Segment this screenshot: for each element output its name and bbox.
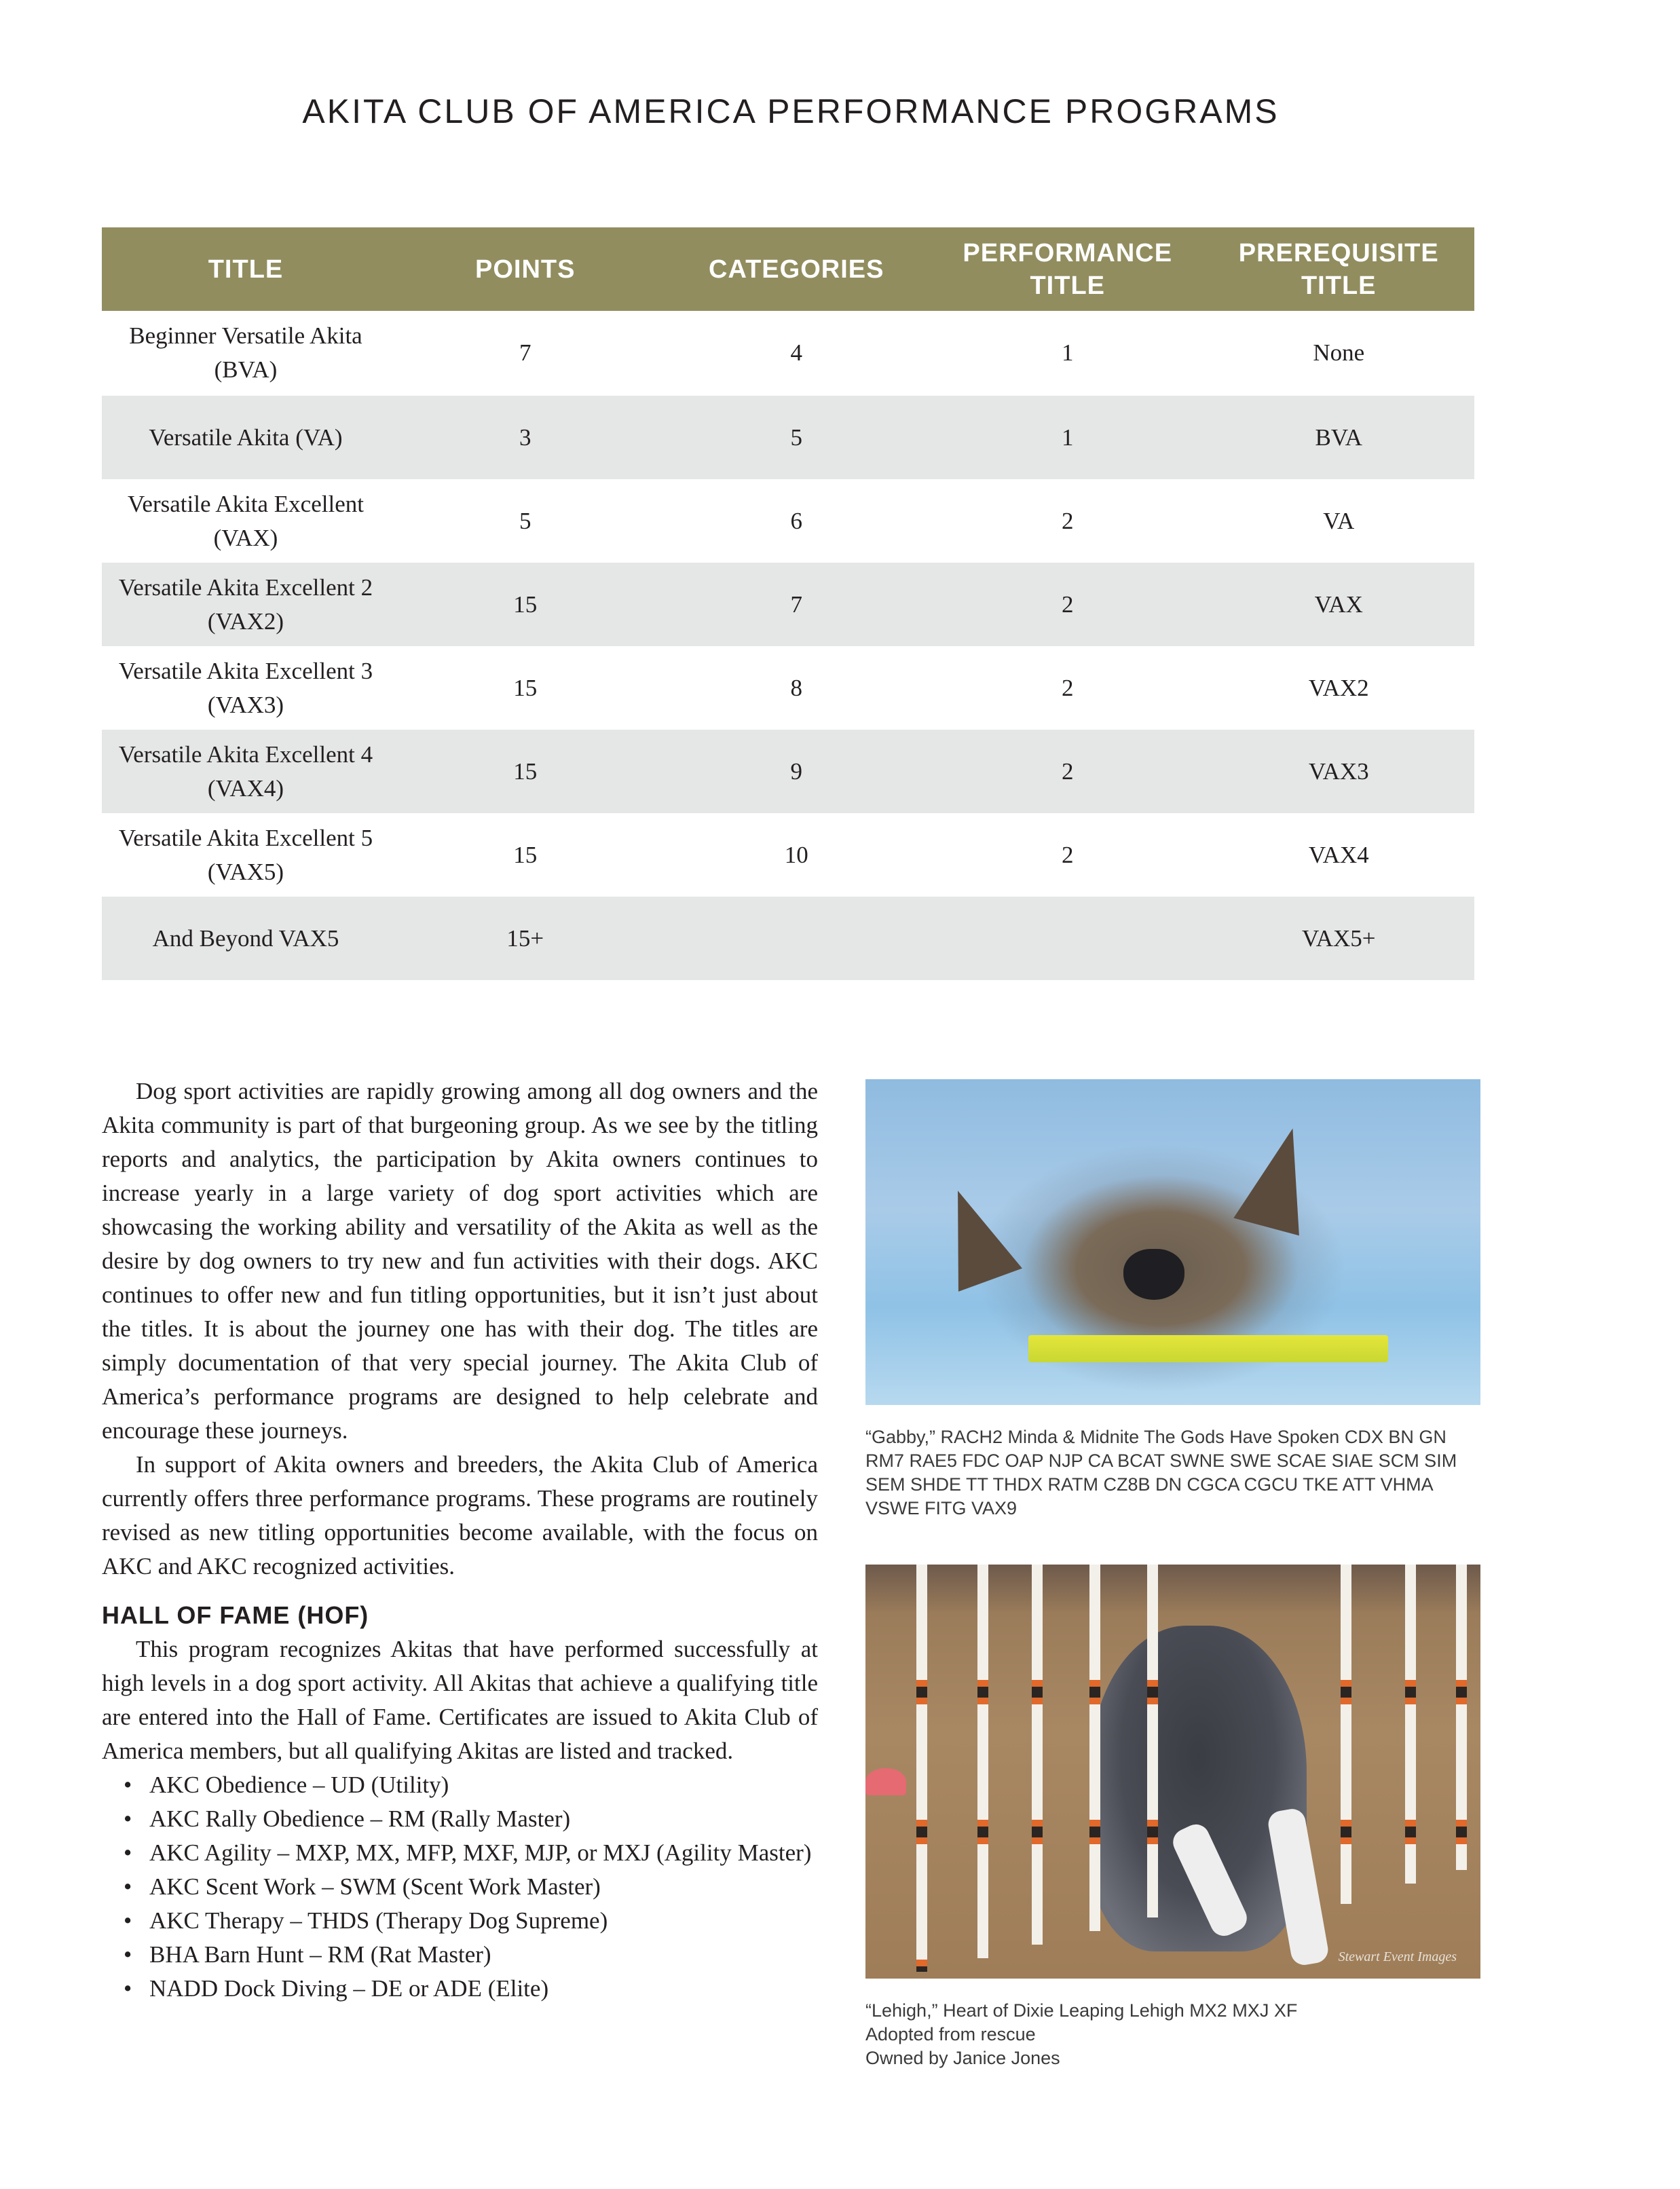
list-item xyxy=(124,1802,818,1836)
cell-prerequisite-title: None xyxy=(1313,339,1365,366)
cell-categories: 5 xyxy=(661,395,933,479)
list-item-text: BHA Barn Hunt – RM (Rat Master) xyxy=(149,1941,491,1968)
list-item-text: AKC Obedience – UD (Utility) xyxy=(149,1772,449,1798)
column-header-prerequisite-title: PREREQUISITE TITLE xyxy=(1203,227,1475,311)
cell-title: Versatile Akita (VA) xyxy=(102,395,390,479)
cell-performance-title: 2 xyxy=(932,730,1203,813)
weave-pole-shape xyxy=(1341,1565,1351,1904)
caption-line: Adopted from rescue xyxy=(865,2024,1036,2044)
performance-programs-table xyxy=(102,227,1474,980)
cell-title: Versatile Akita Excellent 5 (VAX5) xyxy=(118,824,373,885)
list-item xyxy=(124,1904,818,1938)
list-item xyxy=(124,1836,818,1870)
cell-title: Versatile Akita Excellent 2 (VAX2) xyxy=(102,563,390,646)
page-title: AKITA CLUB OF AMERICA PERFORMANCE PROGRAMS xyxy=(302,92,1280,130)
dog-ear-left-shape xyxy=(926,1179,1022,1292)
cell-performance-title: 1 xyxy=(1062,339,1074,366)
list-item xyxy=(124,1938,818,1972)
cell-title: And Beyond VAX5 xyxy=(102,897,390,980)
table-row xyxy=(102,311,1474,395)
bullet-icon: • xyxy=(124,1772,132,1798)
weave-pole-shape xyxy=(1032,1565,1043,1945)
cell-title: Versatile Akita Excellent 4 (VAX4) xyxy=(102,730,390,813)
dog-ear-right-shape xyxy=(1233,1120,1325,1236)
weave-pole-shape xyxy=(916,1565,927,1972)
photo-caption-gabby xyxy=(865,1425,1480,1520)
cell-categories: 10 xyxy=(784,841,808,868)
table-row xyxy=(102,479,1474,563)
dog-nose-shape xyxy=(1123,1249,1184,1300)
cell-prerequisite-title: VAX2 xyxy=(1308,674,1369,701)
bullet-icon: • xyxy=(124,1839,132,1866)
table-row xyxy=(102,730,1474,813)
dog-body-shape xyxy=(1089,1626,1307,1951)
cell-points: 15 xyxy=(513,674,538,701)
cell-categories xyxy=(661,897,933,980)
cell-categories: 4 xyxy=(790,339,802,366)
intro-paragraph: Dog sport activities are rapidly growing among all dog owners and the Akita community is part of that burgeoning group. As we see by the titling reports and analytics, the participation by Akita owners continues to increase yearly in a large variety of dog sport activities which are showcasing the working ability and versatility of the Akita as well as the desire by dog owners to try new and fun activities with their dogs. AKC continues to offer new and fun titling opportunities, but it isn’t just about the titles. It is about the journey one has with their dog. The titles are simply documentation of that very special journey. The Akita Club of America’s performance programs are designed to help celebrate and encourage these journeys. xyxy=(102,1078,818,1444)
cell-points: 15 xyxy=(513,841,538,868)
list-item-text: AKC Rally Obedience – RM (Rally Master) xyxy=(149,1806,571,1832)
cell-prerequisite-title: VA xyxy=(1323,507,1355,534)
bullet-icon: • xyxy=(124,1806,132,1832)
list-item xyxy=(124,1870,818,1904)
table-row xyxy=(102,563,1474,646)
table-row xyxy=(102,646,1474,730)
weave-pole-shape xyxy=(1147,1565,1158,1917)
table-row xyxy=(102,395,1474,479)
cell-performance-title: 2 xyxy=(1062,674,1074,701)
list-item-text: AKC Therapy – THDS (Therapy Dog Supreme) xyxy=(149,1907,608,1934)
cell-performance-title: 1 xyxy=(932,395,1203,479)
weave-pole-shape xyxy=(1405,1565,1416,1884)
agility-cone-shape xyxy=(865,1768,906,1795)
caption-line: Owned by Janice Jones xyxy=(865,2048,1060,2068)
list-item xyxy=(124,1768,818,1802)
column-header-categories: CATEGORIES xyxy=(661,227,933,311)
cell-points: 3 xyxy=(390,395,661,479)
list-item xyxy=(124,1972,818,2006)
cell-prerequisite-title: VAX3 xyxy=(1203,730,1475,813)
weave-pole-shape xyxy=(1456,1565,1467,1870)
cell-categories: 9 xyxy=(661,730,933,813)
weave-pole-shape xyxy=(977,1565,988,1958)
bullet-icon: • xyxy=(124,1975,132,2002)
cell-prerequisite-title: BVA xyxy=(1203,395,1475,479)
cell-points: 5 xyxy=(519,507,531,534)
photo-caption-lehigh xyxy=(865,1999,1480,2070)
caption-line: “Lehigh,” Heart of Dixie Leaping Lehigh MX2 MXJ XF xyxy=(865,2000,1298,2021)
column-header-performance-title: PERFORMANCE TITLE xyxy=(932,227,1203,311)
bullet-icon: • xyxy=(124,1941,132,1968)
cell-points: 7 xyxy=(519,339,531,366)
cell-performance-title: 2 xyxy=(1062,507,1074,534)
cell-title: Beginner Versatile Akita (BVA) xyxy=(129,322,362,383)
hof-paragraph: This program recognizes Akitas that have performed successfully at high levels in a dog sport activity. All Akitas that achieve a qualifying title are entered into the Hall of Fame. Certificates are issued to Akita Club of America members, but all qualifying Akitas are listed and tracked. xyxy=(102,1636,818,1764)
bullet-icon: • xyxy=(124,1873,132,1900)
weave-pole-shape xyxy=(1089,1565,1100,1931)
water-toy-shape xyxy=(1028,1335,1388,1362)
photo-watermark: Stewart Event Images xyxy=(1338,1949,1457,1964)
photo-akita-swimming xyxy=(865,1079,1480,1405)
column-header-title: TITLE xyxy=(102,227,390,311)
cell-prerequisite-title: VAX4 xyxy=(1308,841,1369,868)
cell-categories: 8 xyxy=(790,674,802,701)
caption-line: “Gabby,” RACH2 Minda & Midnite The Gods Have Spoken CDX BN GN RM7 RAE5 FDC OAP NJP CA BCAT SWNE SWE SCAE SIAE SCM SIM SEM SHDE TT THDX RATM CZ8B DN CGCA CGCU TKE ATT VHMA VSWE FITG VAX9 xyxy=(865,1427,1457,1518)
cell-categories: 7 xyxy=(661,563,933,646)
cell-categories: 6 xyxy=(790,507,802,534)
cell-performance-title: 2 xyxy=(932,563,1203,646)
cell-prerequisite-title: VAX5+ xyxy=(1203,897,1475,980)
hof-heading: HALL OF FAME (HOF) xyxy=(102,1601,369,1629)
cell-performance-title: 2 xyxy=(1062,841,1074,868)
cell-points: 15 xyxy=(390,730,661,813)
list-item-text: NADD Dock Diving – DE or ADE (Elite) xyxy=(149,1975,549,2002)
table-row xyxy=(102,897,1474,980)
cell-prerequisite-title: VAX xyxy=(1203,563,1475,646)
cell-points: 15+ xyxy=(390,897,661,980)
article-body xyxy=(102,1074,818,2006)
cell-points: 15 xyxy=(390,563,661,646)
table-header-row xyxy=(102,227,1474,311)
cell-title: Versatile Akita Excellent 3 (VAX3) xyxy=(118,657,373,718)
cell-performance-title xyxy=(932,897,1203,980)
column-header-points: POINTS xyxy=(390,227,661,311)
list-item-text: AKC Agility – MXP, MX, MFP, MXF, MJP, or MXJ (Agility Master) xyxy=(149,1839,812,1866)
cell-title: Versatile Akita Excellent (VAX) xyxy=(128,490,364,551)
bullet-icon: • xyxy=(124,1907,132,1934)
table-row xyxy=(102,813,1474,897)
photo-akita-weave-poles xyxy=(865,1565,1480,1979)
hof-activity-list xyxy=(102,1768,818,2006)
support-paragraph: In support of Akita owners and breeders, the Akita Club of America currently offers three performance programs. These programs are routinely revised as new titling opportunities become available, with the focus on AKC and AKC recognized activities. xyxy=(102,1451,818,1579)
list-item-text: AKC Scent Work – SWM (Scent Work Master) xyxy=(149,1873,601,1900)
